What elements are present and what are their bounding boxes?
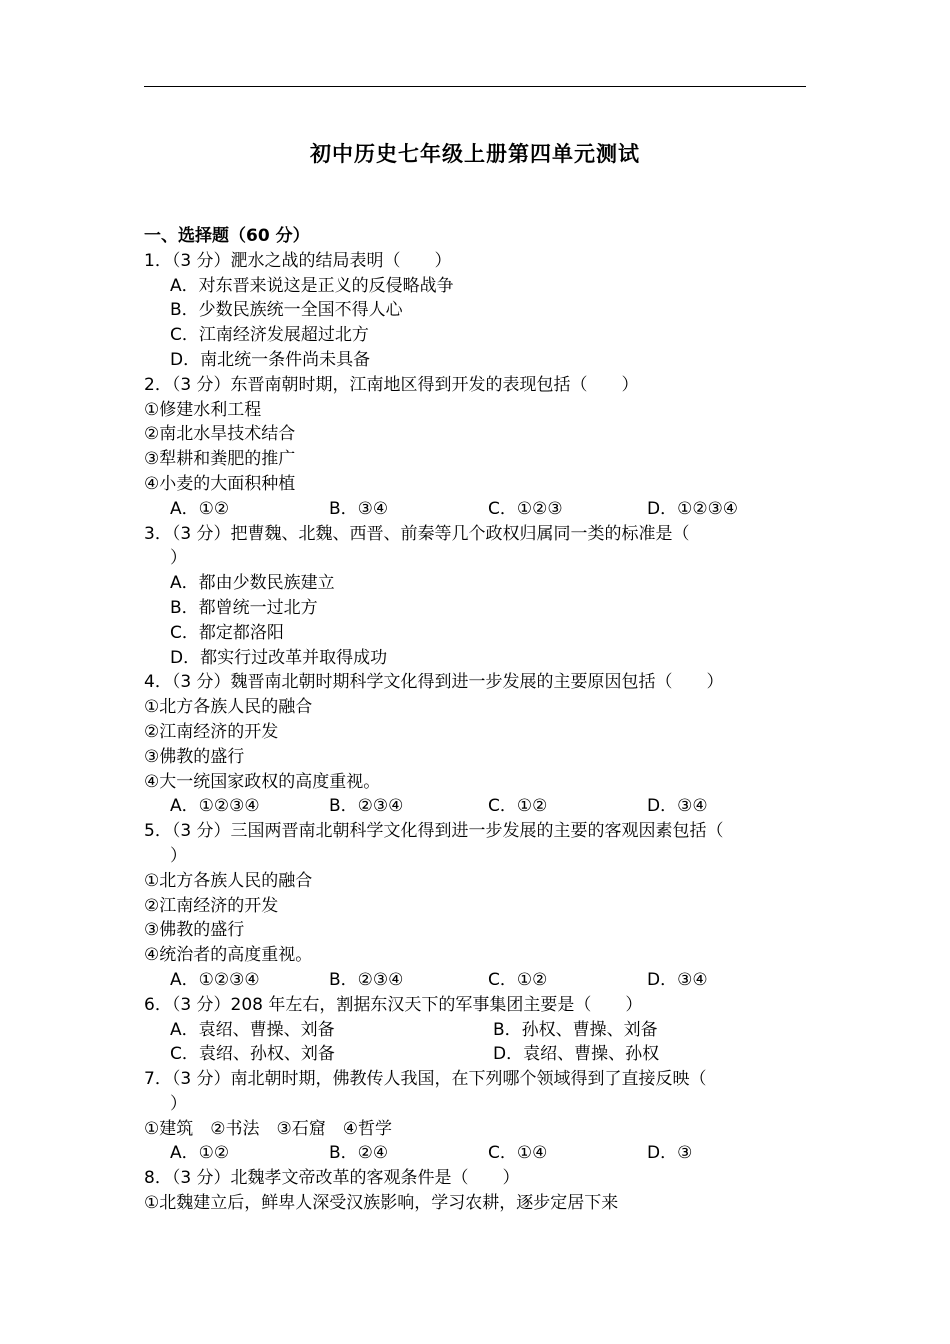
- question-stem: 3．（3 分）把曹魏、北魏、西晋、前秦等几个政权归属同一类的标准是（: [144, 523, 690, 544]
- page-title: 初中历史七年级上册第四单元测试: [310, 142, 640, 166]
- header-rule: [144, 86, 806, 87]
- question-stem: 7．（3 分）南北朝时期，佛教传人我国，在下列哪个领域得到了直接反映（: [144, 1069, 707, 1090]
- statement-item: ④统治者的高度重视。: [144, 945, 313, 966]
- section-heading: 一、选择题（60 分）: [144, 226, 310, 246]
- option-b: B．②③④: [329, 969, 404, 990]
- question-stem: 1．（3 分）淝水之战的结局表明（ ）: [144, 250, 452, 271]
- statement-item: ③佛教的盛行: [144, 920, 245, 941]
- statement-items: ①建筑 ②书法 ③石窟 ④哲学: [144, 1118, 392, 1139]
- question-stem-continued: ）: [170, 1093, 187, 1114]
- option-row: [144, 1141, 806, 1166]
- option-c: C．江南经济发展超过北方: [170, 325, 369, 346]
- option-a: A．都由少数民族建立: [170, 573, 335, 594]
- option-d: D．袁绍、曹操、孙权: [493, 1044, 660, 1065]
- option-b: B．②③④: [329, 796, 404, 817]
- option-d: D．③④: [647, 796, 708, 817]
- option-d: D．都实行过改革并取得成功: [170, 647, 388, 668]
- option-a: A．①②: [170, 1143, 230, 1164]
- option-c: C．都定都洛阳: [170, 622, 284, 643]
- statement-item: ①北方各族人民的融合: [144, 697, 313, 718]
- question-stem: 4．（3 分）魏晋南北朝时期科学文化得到进一步发展的主要原因包括（ ）: [144, 672, 724, 693]
- option-row: [144, 1042, 806, 1067]
- statement-item: ④大一统国家政权的高度重视。: [144, 771, 381, 792]
- option-a: A．袁绍、曹操、刘备: [170, 1019, 335, 1040]
- option-d: D．①②③④: [647, 498, 739, 519]
- option-c: C．①②: [488, 796, 548, 817]
- statement-item: ②江南经济的开发: [144, 721, 279, 742]
- question-stem: 6．（3 分）208 年左右，割据东汉天下的军事集团主要是（ ）: [144, 994, 643, 1015]
- statement-item: ③犁耕和粪肥的推广: [144, 449, 296, 470]
- option-a: A．①②: [170, 498, 230, 519]
- option-b: B．②④: [329, 1143, 389, 1164]
- option-b: B．少数民族统一全国不得人心: [170, 300, 403, 321]
- statement-item: ④小麦的大面积种植: [144, 473, 296, 494]
- option-a: A．①②③④: [170, 796, 260, 817]
- statement-item: ①修建水利工程: [144, 399, 262, 420]
- question-stem: 5．（3 分）三国两晋南北朝科学文化得到进一步发展的主要的客观因素包括（: [144, 821, 724, 842]
- question-stem: 2．（3 分）东晋南朝时期，江南地区得到开发的表现包括（ ）: [144, 374, 639, 395]
- option-b: B．③④: [329, 498, 389, 519]
- option-row: [144, 497, 806, 522]
- statement-item: ②南北水旱技术结合: [144, 424, 296, 445]
- statement-item: ①北魏建立后，鲜卑人深受汉族影响，学习农耕，逐步定居下来: [144, 1193, 619, 1214]
- question-stem-continued: ）: [170, 845, 187, 866]
- option-d: D．③④: [647, 969, 708, 990]
- question-stem: 8．（3 分）北魏孝文帝改革的客观条件是（ ）: [144, 1168, 520, 1189]
- option-a: A．①②③④: [170, 969, 260, 990]
- option-c: C．①④: [488, 1143, 548, 1164]
- option-b: B．孙权、曹操、刘备: [493, 1019, 658, 1040]
- option-row: [144, 1018, 806, 1043]
- option-a: A．对东晋来说这是正义的反侵略战争: [170, 275, 454, 296]
- option-c: C．①②③: [488, 498, 563, 519]
- question-list: [144, 224, 806, 1216]
- option-c: C．①②: [488, 969, 548, 990]
- option-row: [144, 968, 806, 993]
- statement-item: ①北方各族人民的融合: [144, 870, 313, 891]
- option-d: D．南北统一条件尚未具备: [170, 349, 371, 370]
- option-b: B．都曾统一过北方: [170, 597, 318, 618]
- option-d: D．③: [647, 1143, 693, 1164]
- statement-item: ③佛教的盛行: [144, 746, 245, 767]
- statement-item: ②江南经济的开发: [144, 895, 279, 916]
- option-row: [144, 794, 806, 819]
- option-c: C．袁绍、孙权、刘备: [170, 1044, 335, 1065]
- question-stem-continued: ）: [170, 548, 187, 569]
